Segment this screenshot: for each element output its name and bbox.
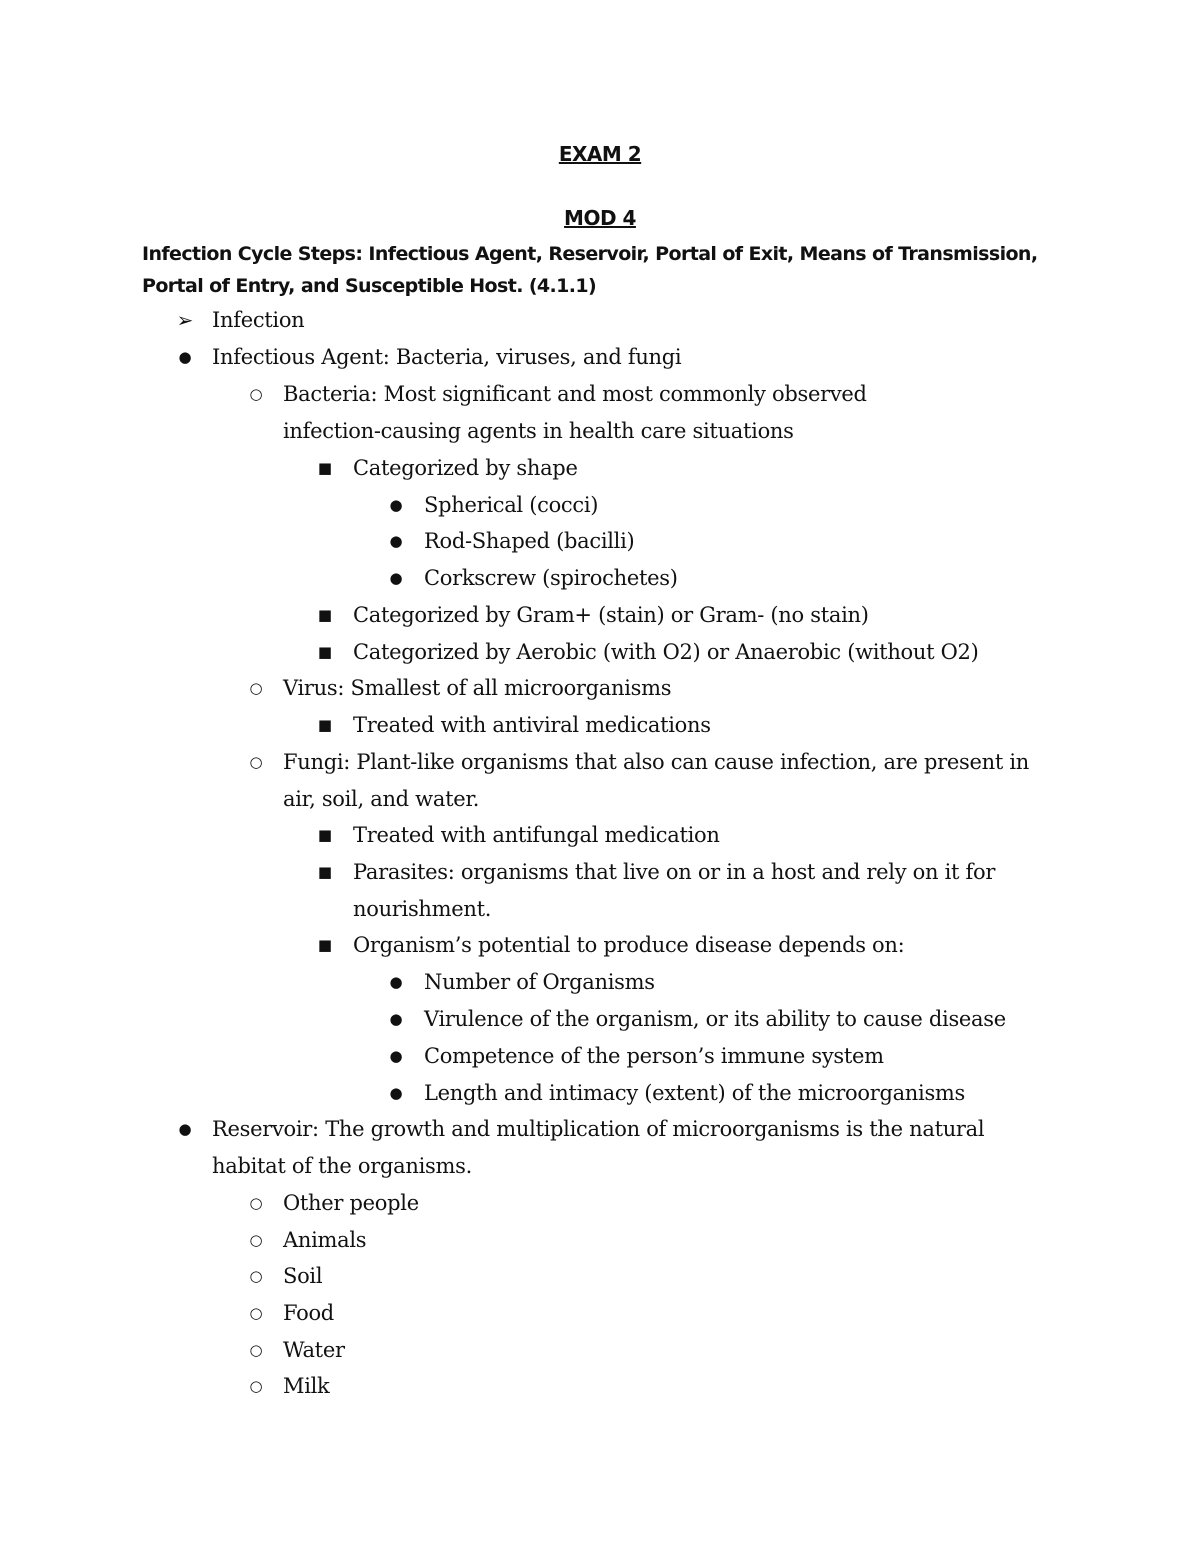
- list-item: Virus: Smallest of all microorganisms: [283, 676, 672, 700]
- list-item-continuation: nourishment.: [353, 897, 492, 921]
- list-item: Corkscrew (spirochetes): [424, 566, 678, 590]
- document-title: EXAM 2: [558, 142, 642, 166]
- list-item: Categorized by Gram+ (stain) or Gram- (no stain): [353, 603, 869, 627]
- list-item: Categorized by shape: [353, 456, 578, 480]
- square-bullet-icon: ■: [317, 863, 333, 881]
- circle-bullet-icon: ○: [249, 1377, 263, 1395]
- list-item: Soil: [283, 1264, 323, 1288]
- list-item: Virulence of the organism, or its ability to cause disease: [424, 1007, 1006, 1031]
- circle-bullet-icon: ○: [249, 679, 263, 697]
- list-item: Number of Organisms: [424, 970, 655, 994]
- list-item: Categorized by Aerobic (with O2) or Anaerobic (without O2): [353, 640, 979, 664]
- list-item: Infection: [212, 308, 305, 332]
- disc-bullet-icon: ●: [389, 532, 403, 550]
- square-bullet-icon: ■: [317, 716, 333, 734]
- circle-bullet-icon: ○: [249, 1341, 263, 1359]
- circle-bullet-icon: ○: [249, 753, 263, 771]
- list-item: Treated with antifungal medication: [353, 823, 720, 847]
- list-item: Fungi: Plant-like organisms that also can cause infection, are present in: [283, 750, 1029, 774]
- circle-bullet-icon: ○: [249, 1194, 263, 1212]
- section-heading: Infection Cycle Steps: Infectious Agent, Reservoir, Portal of Exit, Means of Transmission, Portal of Entry, and Susceptible Host. (4.1.1): [142, 243, 1038, 297]
- circle-bullet-icon: ○: [249, 1231, 263, 1249]
- circle-bullet-icon: ○: [249, 1267, 263, 1285]
- disc-bullet-icon: ●: [389, 1084, 403, 1102]
- arrow-bullet-icon: ➢: [176, 308, 194, 332]
- square-bullet-icon: ■: [317, 826, 333, 844]
- list-item: Organism’s potential to produce disease depends on:: [353, 933, 905, 957]
- list-item: Bacteria: Most significant and most commonly observed: [283, 382, 867, 406]
- disc-bullet-icon: ●: [389, 496, 403, 514]
- list-item: Infectious Agent: Bacteria, viruses, and fungi: [212, 345, 682, 369]
- list-item-continuation: habitat of the organisms.: [212, 1154, 472, 1178]
- circle-bullet-icon: ○: [249, 1304, 263, 1322]
- square-bullet-icon: ■: [317, 936, 333, 954]
- disc-bullet-icon: ●: [389, 1047, 403, 1065]
- square-bullet-icon: ■: [317, 643, 333, 661]
- square-bullet-icon: ■: [317, 459, 333, 477]
- list-item: Competence of the person’s immune system: [424, 1044, 884, 1068]
- list-item: Parasites: organisms that live on or in a host and rely on it for: [353, 860, 996, 884]
- list-item: Rod-Shaped (bacilli): [424, 529, 635, 553]
- module-heading: MOD 4: [564, 206, 636, 230]
- square-bullet-icon: ■: [317, 606, 333, 624]
- list-item: Treated with antiviral medications: [353, 713, 711, 737]
- list-item: Spherical (cocci): [424, 493, 599, 517]
- disc-bullet-icon: ●: [389, 569, 403, 587]
- disc-bullet-icon: ●: [178, 1120, 192, 1138]
- disc-bullet-icon: ●: [389, 1010, 403, 1028]
- list-item: Reservoir: The growth and multiplication of microorganisms is the natural: [212, 1117, 985, 1141]
- list-item: Animals: [283, 1228, 367, 1252]
- list-item: Length and intimacy (extent) of the microorganisms: [424, 1081, 966, 1105]
- disc-bullet-icon: ●: [389, 973, 403, 991]
- circle-bullet-icon: ○: [249, 385, 263, 403]
- list-item-continuation: air, soil, and water.: [283, 787, 480, 811]
- list-item-continuation: infection-causing agents in health care situations: [283, 419, 794, 443]
- list-item: Food: [283, 1301, 334, 1325]
- list-item: Other people: [283, 1191, 419, 1215]
- disc-bullet-icon: ●: [178, 348, 192, 366]
- list-item: Water: [283, 1338, 345, 1362]
- list-item: Milk: [283, 1374, 330, 1398]
